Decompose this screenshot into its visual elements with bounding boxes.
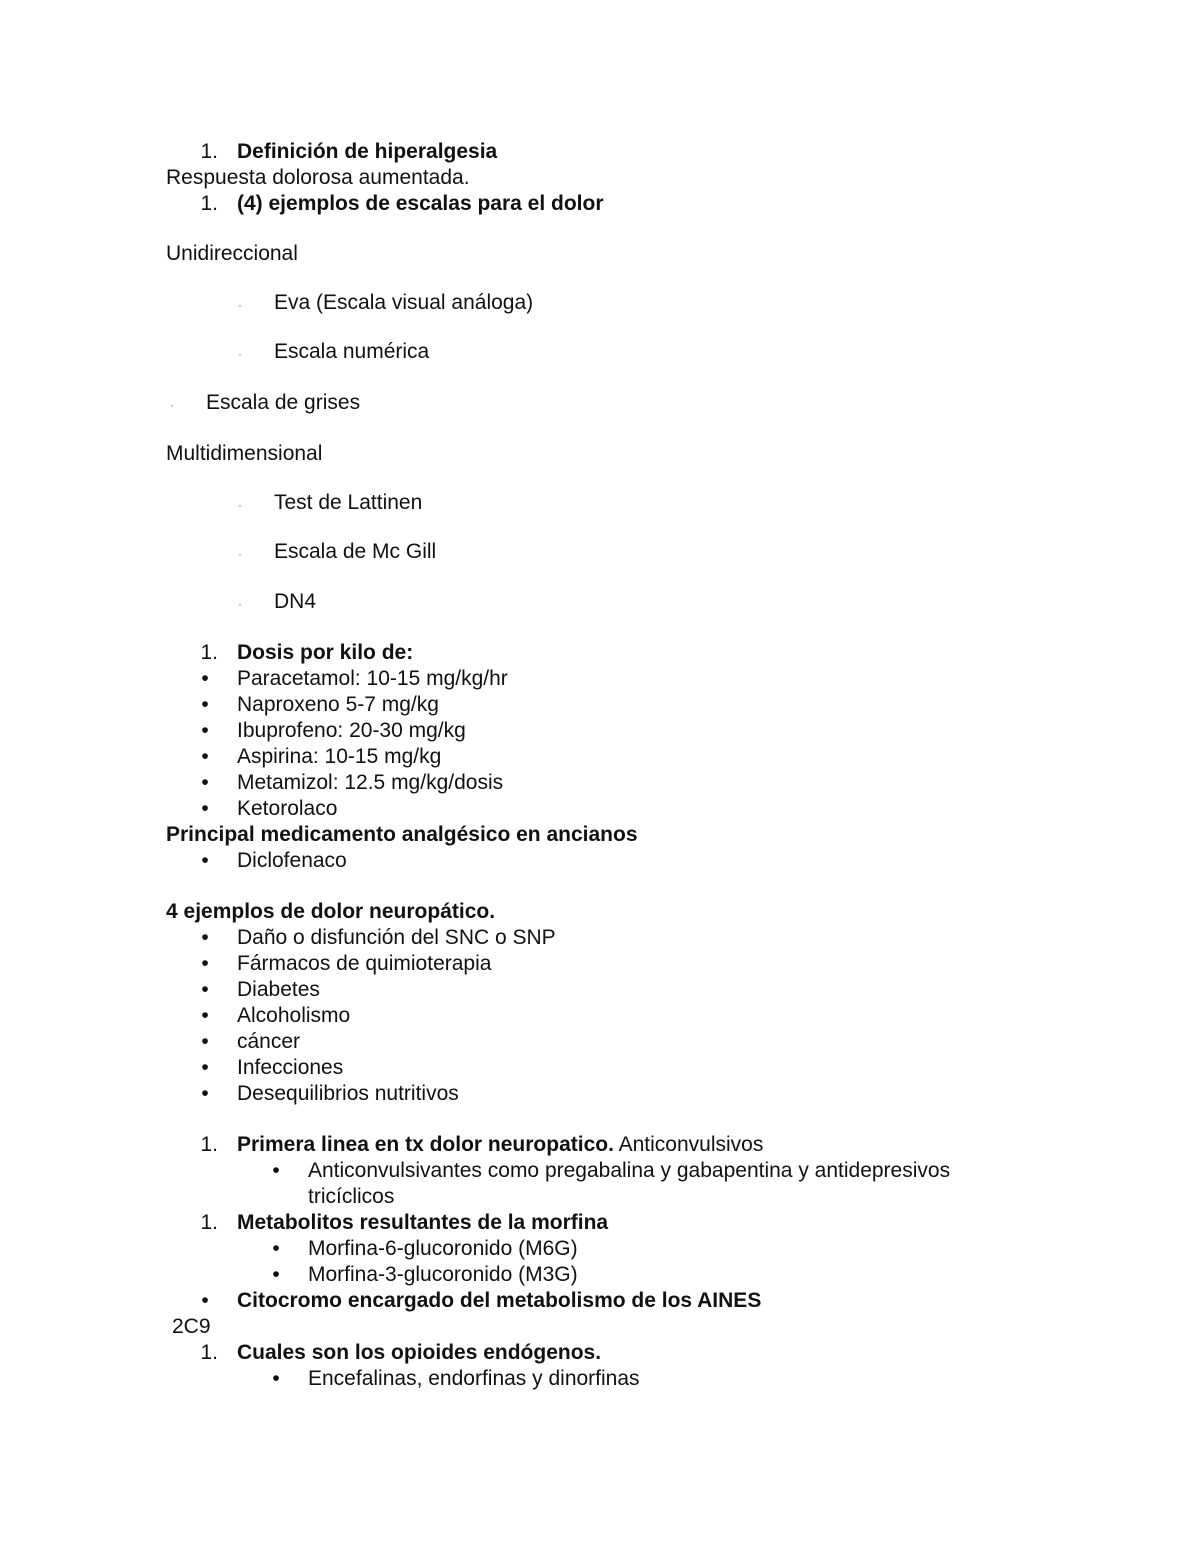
bullet: • [272,1159,280,1182]
small-dot-bullet: · [238,547,242,561]
list-item: Ibuprofeno: 20-30 mg/kg [237,719,466,742]
list-item-continuation: tricíclicos [308,1185,395,1208]
question-heading: Definición de hiperalgesia [237,140,498,163]
inline-answer: Anticonvulsivos [613,1133,764,1156]
list-item: Eva (Escala visual análoga) [274,291,534,314]
bullet: • [201,771,209,794]
list-item: Alcoholismo [237,1004,351,1027]
question-heading: Primera linea en tx dolor neuropatico. [237,1133,614,1156]
small-dot-bullet: · [238,498,242,512]
bullet: • [201,978,209,1001]
list-item: Anticonvulsivantes como pregabalina y gabapentina y antidepresivos [308,1159,951,1182]
list-item: Infecciones [237,1056,344,1079]
small-dot-bullet: · [238,597,242,611]
list-item: Diclofenaco [237,849,347,872]
question-heading: Citocromo encargado del metabolismo de los AINES [237,1289,762,1312]
bullet: • [201,1289,209,1312]
bullet: • [201,1004,209,1027]
list-item: Daño o disfunción del SNC o SNP [237,926,556,949]
list-number: 1. [200,1341,218,1364]
bullet: • [272,1367,280,1390]
group-label: Multidimensional [166,442,323,465]
list-item: Morfina-6-glucoronido (M6G) [308,1237,578,1260]
list-item: Naproxeno 5-7 mg/kg [237,693,439,716]
small-dot-bullet: · [170,398,174,412]
group-label: Unidireccional [166,242,298,265]
list-item: Test de Lattinen [274,491,423,514]
list-item: Escala de grises [206,391,361,414]
bullet: • [201,1030,209,1053]
bullet: • [272,1263,280,1286]
bullet: • [201,797,209,820]
bullet: • [272,1237,280,1260]
list-number: 1. [200,140,218,163]
list-item: Morfina-3-glucoronido (M3G) [308,1263,578,1286]
small-dot-bullet: · [238,298,242,312]
list-item: cáncer [237,1030,301,1053]
answer-text: Respuesta dolorosa aumentada. [166,166,470,189]
question-line [237,1132,763,1158]
bullet: • [201,1056,209,1079]
list-number: 1. [200,1211,218,1234]
bullet: • [201,667,209,690]
list-item: Ketorolaco [237,797,338,820]
list-item: DN4 [274,590,317,613]
small-dot-bullet: · [238,347,242,361]
bullet: • [201,719,209,742]
bullet: • [201,745,209,768]
bullet: • [201,926,209,949]
list-item: Paracetamol: 10-15 mg/kg/hr [237,667,508,690]
bullet: • [201,1082,209,1105]
answer-text: 2C9 [172,1315,211,1338]
question-heading: Dosis por kilo de: [237,641,414,664]
question-heading: Principal medicamento analgésico en ancianos [166,823,638,846]
question-heading: Metabolitos resultantes de la morfina [237,1211,609,1234]
bullet: • [201,693,209,716]
list-item: Metamizol: 12.5 mg/kg/dosis [237,771,504,794]
list-item: Diabetes [237,978,320,1001]
list-item: Desequilibrios nutritivos [237,1082,459,1105]
list-number: 1. [200,641,218,664]
question-heading: (4) ejemplos de escalas para el dolor [237,192,604,215]
list-item: Aspirina: 10-15 mg/kg [237,745,442,768]
question-heading: Cuales son los opioides endógenos. [237,1341,602,1364]
list-number: 1. [200,192,218,215]
bullet: • [201,849,209,872]
list-item: Escala numérica [274,340,430,363]
bullet: • [201,952,209,975]
question-heading: 4 ejemplos de dolor neuropático. [166,900,496,923]
list-item: Fármacos de quimioterapia [237,952,492,975]
list-item: Escala de Mc Gill [274,540,437,563]
list-item: Encefalinas, endorfinas y dinorfinas [308,1367,640,1390]
list-number: 1. [200,1133,218,1156]
